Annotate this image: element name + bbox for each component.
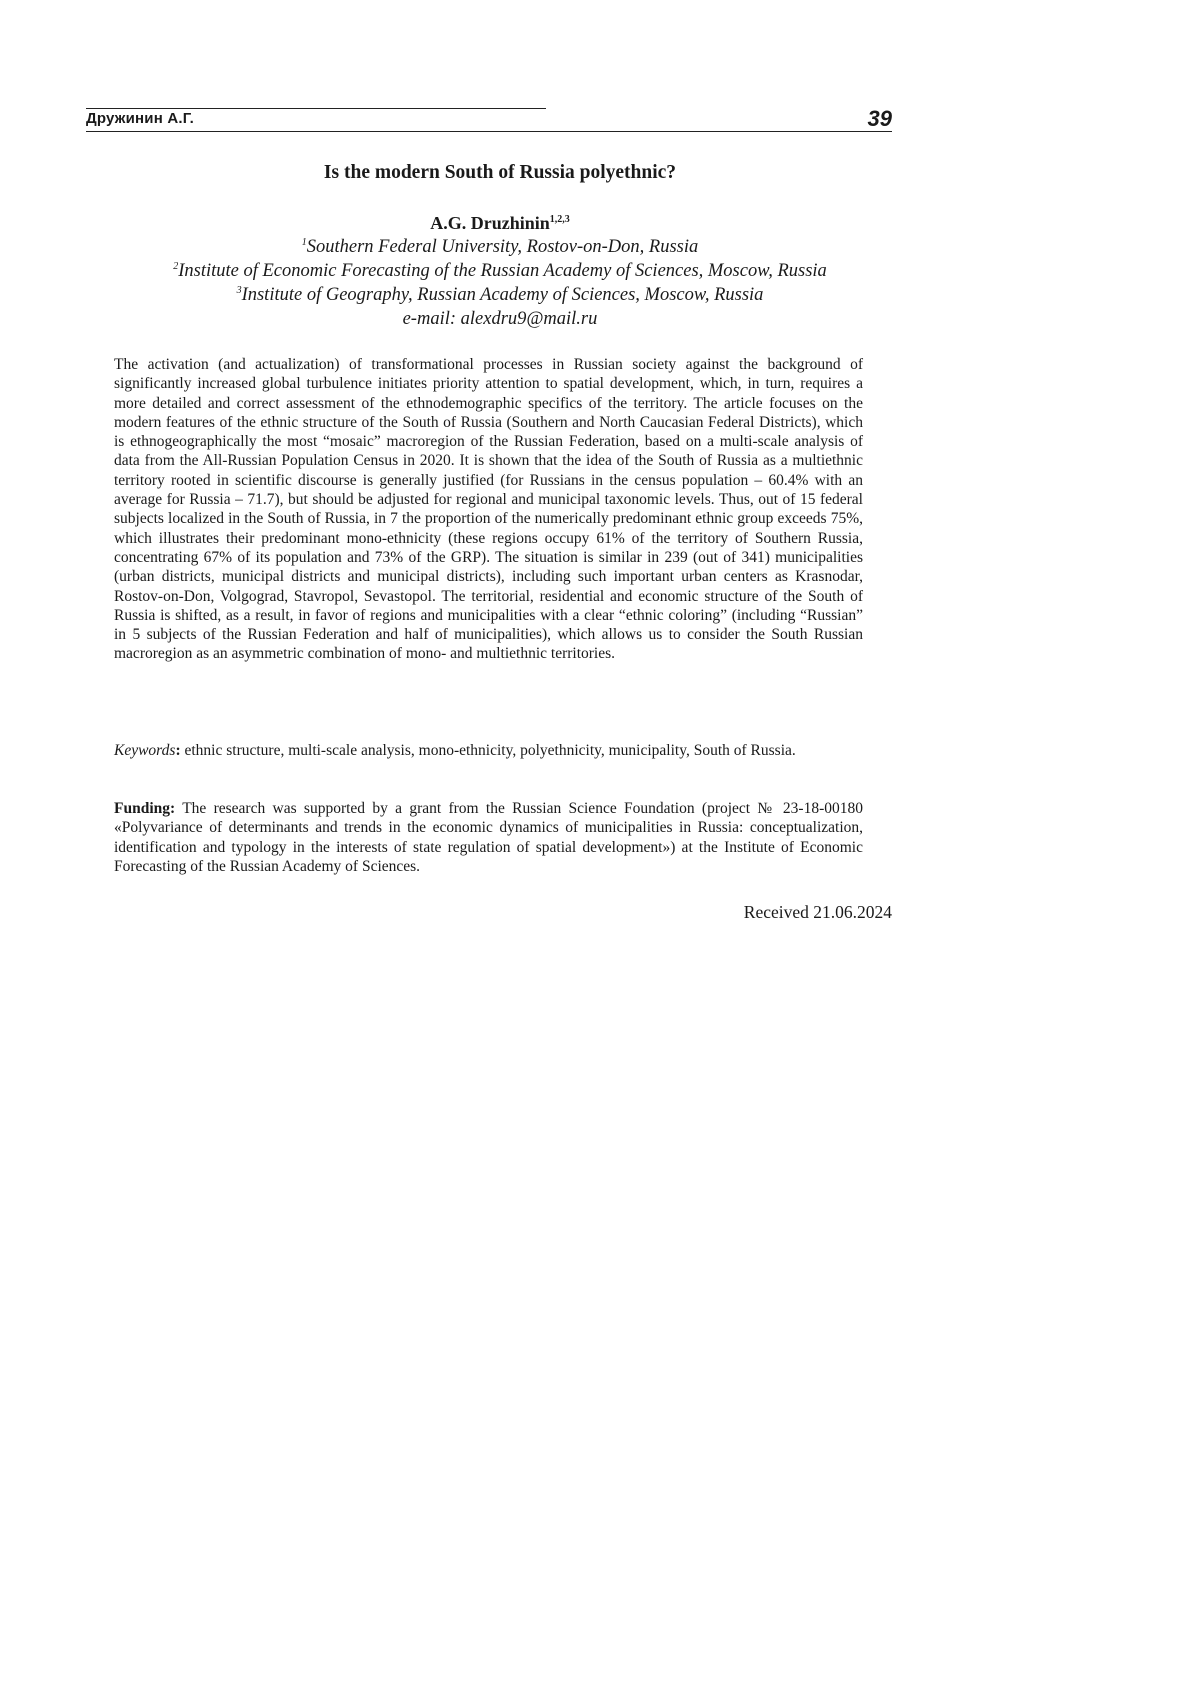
- page-number: 39: [867, 106, 892, 131]
- affiliation-1-mark: 1: [301, 237, 307, 248]
- affiliation-1-text: Southern Federal University, Rostov-on-Don, Russia: [306, 237, 699, 258]
- affiliation-1: [0, 237, 1000, 258]
- keywords-label: Keywords: [114, 742, 176, 759]
- keywords-text: ethnic structure, multi-scale analysis, mono-ethnicity, polyethnicity, municipality, South of Russia.: [180, 742, 796, 759]
- header-rule-top: [86, 108, 546, 109]
- keywords-paragraph: [114, 741, 863, 760]
- author-superscript: 1,2,3: [549, 214, 570, 225]
- funding-text: The research was supported by a grant from the Russian Science Foundation (project № 23-18-00180 «Polyvariance of determinants and trends in the economic dynamics of municipalities in Russia: conceptualization, identification and typology in the interests of state regulation of spatial development») at the Institute of Economic Forecasting of the Russian Academy of Sciences.: [114, 800, 863, 875]
- affiliation-2-mark: 2: [173, 261, 179, 272]
- received-date: Received 21.06.2024: [743, 902, 892, 922]
- funding-paragraph: [114, 799, 863, 876]
- funding-label: Funding:: [114, 800, 176, 817]
- keywords-separator: :: [175, 742, 181, 759]
- article-author: [0, 213, 1000, 234]
- affiliation-2: [0, 261, 1000, 282]
- affiliation-3-text: Institute of Geography, Russian Academy of Sciences, Moscow, Russia: [241, 285, 764, 306]
- article-title: Is the modern South of Russia polyethnic?: [323, 162, 677, 183]
- author-name: A.G. Druzhinin: [430, 213, 550, 233]
- abstract-text: The activation (and actualization) of transformational processes in Russian society against the background of significantly increased global turbulence initiates priority attention to spatial development, which, in turn, requires a more detailed and correct assessment of the ethnodemographic specifics of the territory. The article focuses on the modern features of the ethnic structure of the South of Russia (Southern and North Caucasian Federal Districts), which is ethnogeographically the most “mosaic” macroregion of the Russian Federation, based on a multi-scale analysis of data from the All-Russian Population Census in 2020. It is shown that the idea of the South of Russia as a multiethnic territory rooted in scientific discourse is generally justified (for Russians in the census population – 60.4% with an average for Russia – 71.7), but should be adjusted for regional and municipal taxonomic levels. Thus, out of 15 federal subjects localized in the South of Russia, in 7 the proportion of the numerically predominant ethnic group exceeds 75%, which illustrates their predominant mono-ethnicity (these regions occupy 61% of the territory of Southern Russia, concentrating 67% of its population and 73% of the GRP). The situation is similar in 239 (out of 341) municipalities (urban districts, municipal districts and municipal districts), including such important urban centers as Krasnodar, Rostov-on-Don, Volgograd, Stavropol, Sevastopol. The territorial, residential and economic structure of the South of Russia is shifted, as a result, in favor of regions and municipalities with a clear “ethnic coloring” (including “Russian” in 5 subjects of the Russian Federation and half of municipalities), which allows us to consider the South Russian macroregion as an asymmetric combination of mono- and multiethnic territories.: [114, 356, 863, 663]
- affiliation-2-text: Institute of Economic Forecasting of the Russian Academy of Sciences, Moscow, Russia: [178, 261, 827, 282]
- author-email: e-mail: alexdru9@mail.ru: [402, 309, 598, 329]
- header-rule-bottom: [86, 131, 892, 132]
- affiliation-3: [0, 285, 1000, 306]
- affiliation-3-mark: 3: [236, 285, 242, 296]
- running-header-author: Дружинин А.Г.: [86, 110, 194, 127]
